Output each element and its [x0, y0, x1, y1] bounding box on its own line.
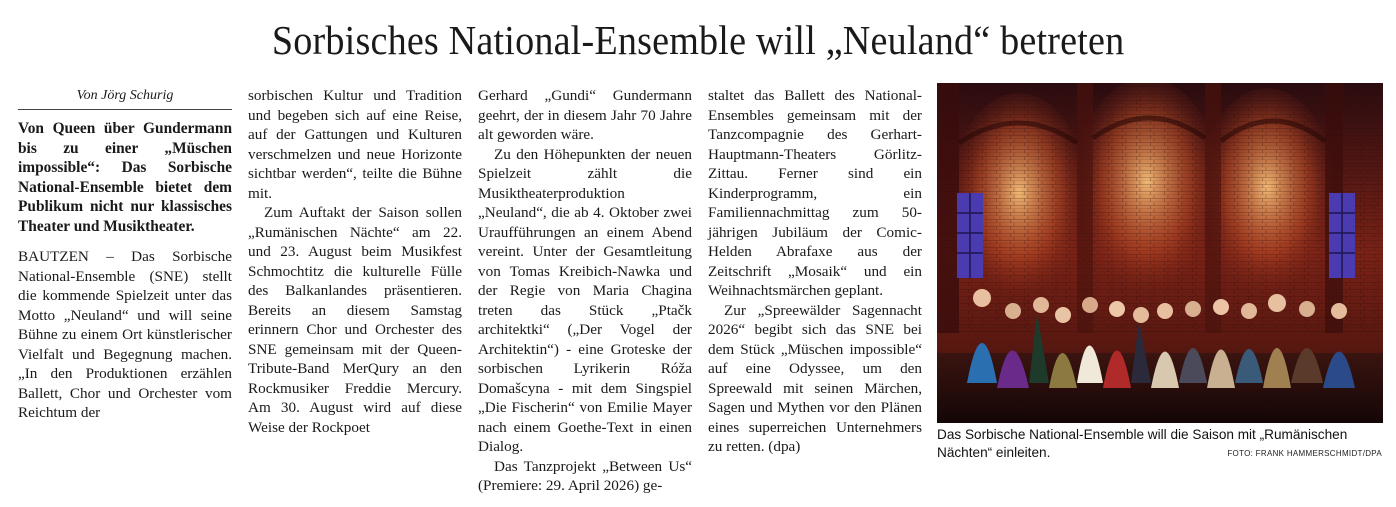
photo-caption: Das Sorbische National-Ensemble will die Saison mit „Rumänischen Nächten“ einleiten. — [937, 427, 1348, 460]
column-3 — [478, 86, 692, 496]
column-1 — [18, 86, 232, 423]
body-paragraph: Zum Auftakt der Saison sollen „Rumänischen Nächte“ am 22. und 23. August beim Musikfest Schmochtitz die kulturelle Fülle des Balkanlandes präsentieren. Bereits an diesem Samstag erinnern Chor und Orchester des SNE gemeinsam mit der Queen-Tribute-Band MerQury an den Rockmusiker Freddie Mercury. Am 30. August wird auf diese Weise der Rockpoet — [248, 204, 462, 436]
column-2 — [248, 86, 462, 437]
body-paragraph: BAUTZEN – Das Sorbische National-Ensemble (SNE) stellt die kommende Spielzeit unter das Motto „Neuland“ und will seine Bühne zu einem Ort künstlerischer Vielfalt und Begegnung machen. „In den Produktionen erzählen Ballett, Chor und Orchester vom Reichtum der — [18, 248, 232, 421]
column-4 — [708, 86, 922, 457]
body-paragraph: staltet das Ballett des National-Ensembles gemeinsam mit der Tanzcompagnie des Gerhart-Hauptmann-Theaters Görlitz-Zittau. Ferner sind ein Kinderprogramm, ein Familiennachmittag zum 50-jährigen Jubiläum der Comic-Helden Abrafaxe aus der Zeitschrift „Mosaik“ und ein Weihnachtsmärchen geplant. — [708, 87, 922, 299]
lead-paragraph: Von Queen über Gundermann bis zu einer „Müschen impossible“: Das Sorbische National-Ensemble bietet dem Publikum nicht nur klassisches Theater und Musiktheater. — [18, 120, 232, 235]
author-byline: Von Jörg Schurig — [18, 86, 232, 110]
body-paragraph: Zu den Höhepunkten der neuen Spielzeit zählt die Musiktheaterproduktion „Neuland“, die ab 4. Oktober zwei Uraufführungen an einem Abend vereint. Unter der Gesamtleitung von Tomas Kreibich-Nawka und der Regie von Maria Chagina treten das Stück „Ptačk architektki“ („Der Vogel der Architektin“) - eine Groteske der sorbischen Lyrikerin Róža Domašcyna - mit dem Singspiel „Die Fischerin“ von Emilie Mayer nach einem Goethe-Text in einen Dialog. — [478, 145, 692, 455]
body-paragraph: sorbischen Kultur und Tradition und begeben sich auf eine Reise, auf der Gattungen und Kulturen verschmelzen und neue Horizonte sichtbar werden“, teilte die Bühne mit. — [248, 87, 462, 202]
body-paragraph: Gerhard „Gundi“ Gundermann geehrt, der in diesem Jahr 70 Jahre alt geworden wäre. — [478, 87, 692, 143]
stage-photo — [937, 83, 1383, 423]
headline: Sorbisches National-Ensemble will „Neuland“ betreten — [271, 17, 1125, 63]
body-paragraph: Zur „Spreewälder Sagennacht 2026“ begibt sich das SNE bei dem Stück „Müschen impossible“ auf eine Odyssee, um den Spreewald mit seinen Märchen, Sagen und Mythen vor den Plänen eines superreichen Unternehmers zu retten. (dpa) — [708, 301, 922, 455]
photo-credit: FOTO: FRANK HAMMERSCHMIDT/DPA — [1227, 449, 1382, 458]
body-paragraph: Das Tanzprojekt „Between Us“ (Premiere: 29. April 2026) ge- — [478, 457, 692, 494]
